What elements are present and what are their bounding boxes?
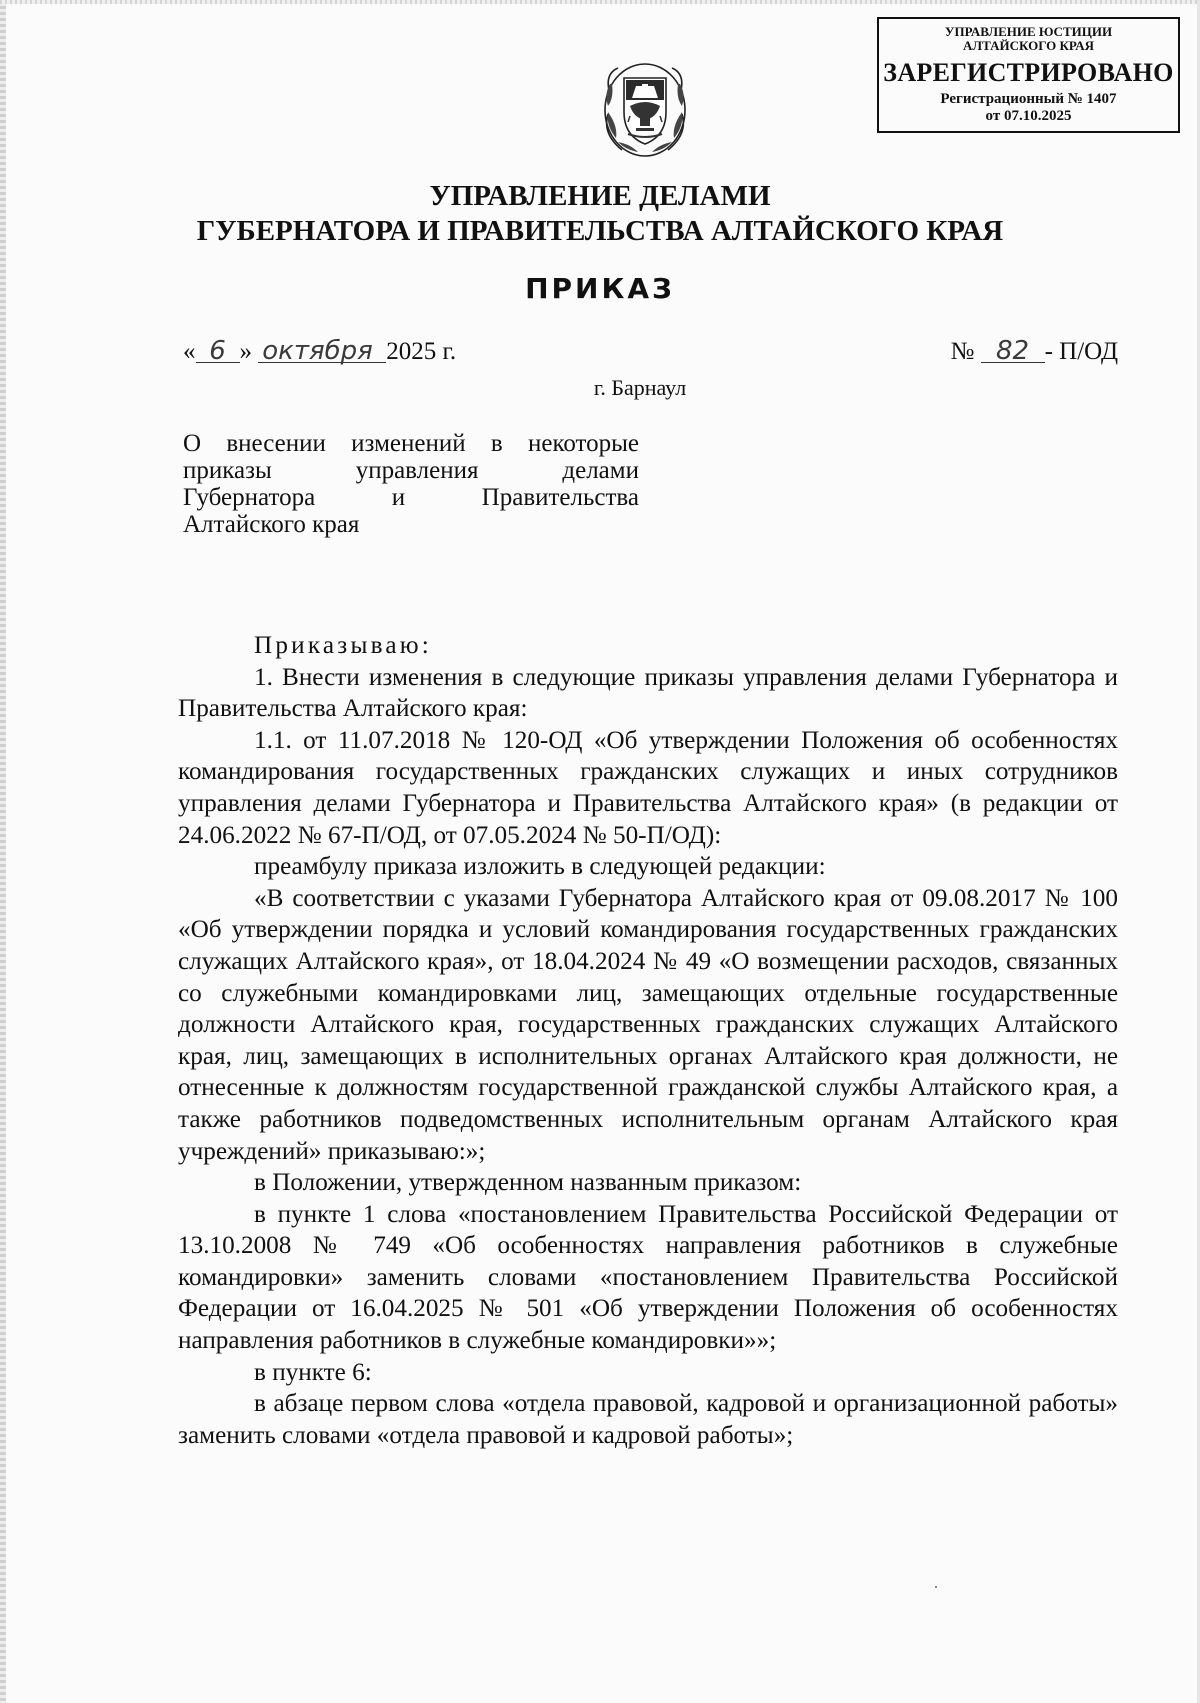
city-name: г. Барнаул — [593, 375, 687, 400]
stamp-reg-date: от 07.10.2025 — [985, 108, 1072, 124]
coat-of-arms-icon — [600, 54, 690, 162]
order-date — [183, 338, 456, 366]
paragraph-1: 1. Внести изменения в следующие приказы управления делами Губернатора и Правительства Алтайского края: — [178, 663, 1118, 723]
paragraph-regulation: в Положении, утвержденном названным приказом: — [254, 1169, 802, 1197]
org-name-line1: УПРАВЛЕНИЕ ДЕЛАМИ — [429, 180, 771, 212]
paragraph-point-6: в пункте 6: — [254, 1358, 372, 1386]
subject-row: Алтайского края — [183, 511, 360, 538]
number-handwritten: 82 — [981, 340, 1045, 363]
registration-stamp — [877, 17, 1180, 133]
subject-word: внесении — [226, 430, 326, 457]
order-body — [178, 630, 1118, 1451]
stamp-line1: УПРАВЛЕНИЕ ЮСТИЦИИ — [944, 24, 1113, 39]
subject-word: управления — [355, 457, 479, 484]
scan-speck — [935, 1586, 937, 1588]
subject-word: Губернатора — [183, 484, 316, 511]
paragraph-point-6-abzac: в абзаце первом слова «отдела правовой, кадровой и организационной работы» заменить словами «отдела правовой и кадровой работы»; — [178, 1390, 1118, 1449]
subject-word: некоторые — [527, 430, 639, 457]
date-day-handwritten: 6 — [196, 340, 240, 363]
date-close-quote: » — [239, 338, 252, 365]
stamp-reg-number: Регистрационный № 1407 — [940, 91, 1117, 107]
command-word: Приказываю: — [254, 632, 432, 659]
org-name-line2: ГУБЕРНАТОРА И ПРАВИТЕЛЬСТВА АЛТАЙСКОГО КРАЯ — [196, 215, 1004, 247]
stamp-status: ЗАРЕГИСТРИРОВАНО — [883, 58, 1174, 87]
subject-row — [183, 457, 639, 484]
subject-word: О — [183, 430, 202, 457]
paragraph-point-1: в пункте 1 слова «постановлением Правительства Российской Федерации от 13.10.2008 № 749 «Об особенностях направления работников в служебные командировки» заменить словами «постановлением Правительства Российской Федерации от 16.04.2025 № 501 «Об утверждении Положения об особенностях направления работников в служебные командировки»»; — [178, 1200, 1118, 1355]
number-prefix: № — [950, 338, 975, 365]
subject-word: в — [490, 430, 503, 457]
subject-word: и — [391, 484, 406, 511]
paragraph-1-1: 1.1. от 11.07.2018 № 120-ОД «Об утверждении Положения об особенностях командирования государственных гражданских служащих и иных сотрудников управления делами Губернатора и Правительства Алтайского края» (в редакции от 24.06.2022 № 67-П/ОД, от 07.05.2024 № 50-П/ОД): — [178, 726, 1118, 849]
order-number — [950, 338, 1118, 366]
paragraph-preamble-text: «В соответствии с указами Губернатора Алтайского края от 09.08.2017 № 100 «Об утверждении порядка и условий командирования государственных гражданских служащих Алтайского края», от 18.04.2024 № 49 «О возмещении расходов, связанных со служебными командировками лиц, замещающих отдельные государственные должности Алтайского края, государственных гражданских служащих Алтайского края, лиц, замещающих в исполнительных органах Алтайского края должности, не отнесенные к должностям государственной гражданской службы Алтайского края, а также работников подведомственных исполнительным органам Алтайского края учреждений» приказываю:»; — [178, 884, 1118, 1165]
scan-edge-top — [0, 0, 1200, 4]
paragraph-preamble: преамбулу приказа изложить в следующей редакции: — [254, 853, 826, 881]
document-type-title: ПРИКАЗ — [525, 272, 675, 305]
date-year: 2025 г. — [386, 338, 457, 365]
stamp-line2: АЛТАЙСКОГО КРАЯ — [963, 38, 1094, 53]
date-open-quote: « — [183, 338, 196, 365]
number-suffix: - П/ОД — [1044, 338, 1118, 365]
subject-word: Правительства — [481, 484, 639, 511]
subject-word: делами — [562, 457, 639, 484]
scan-edge-left — [0, 0, 6, 1703]
subject-word: приказы — [183, 457, 272, 484]
subject-row — [183, 484, 639, 511]
subject-row — [183, 430, 639, 457]
order-subject — [183, 430, 639, 538]
subject-word: изменений — [351, 430, 466, 457]
date-month-handwritten: октября — [258, 340, 386, 363]
